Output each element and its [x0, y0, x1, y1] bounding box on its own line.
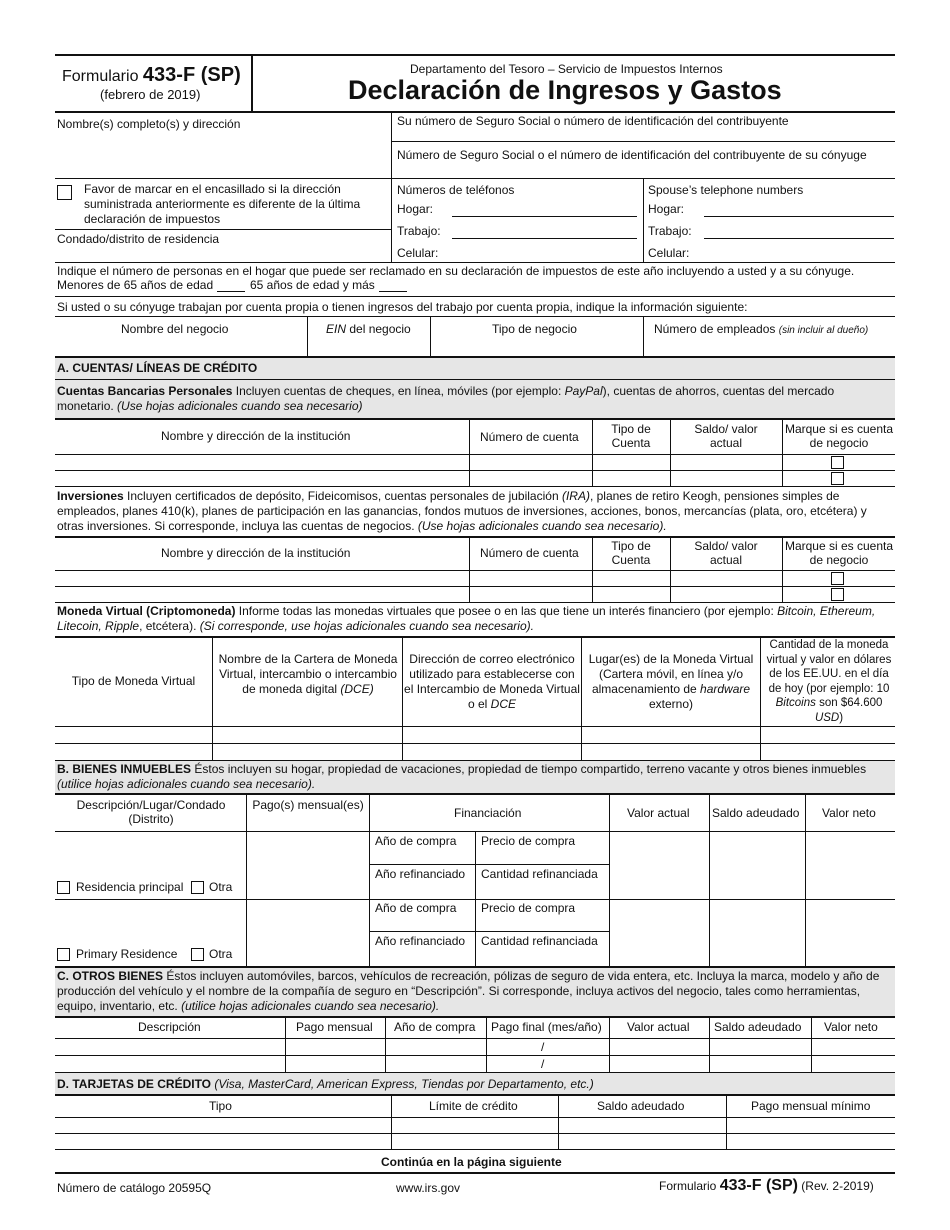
p1-other-label: Otra: [209, 880, 233, 894]
self-employed-text: Si usted o su cónyuge trabajan por cuenta propia o tienen ingresos del trabajo por cuenta propia, indique la información siguiente:: [57, 300, 748, 314]
p1-primary-checkbox[interactable]: [57, 881, 70, 894]
business-type-label: Tipo de negocio: [492, 322, 577, 336]
section-d-title: D. TARJETAS DE CRÉDITO (Visa, MasterCard, American Express, Tiendas por Departamento, etc.): [57, 1077, 594, 1091]
rule: [212, 637, 213, 760]
bank-col-type: Tipo de Cuenta: [611, 422, 651, 450]
crypto-col-email: Dirección de correo electrónico utilizado para establecerse con el Intercambio de Moneda Virtual o el DCE: [404, 652, 580, 711]
crypto-col-wallet: Nombre de la Cartera de Moneda Virtual, intercambio o intercambio de moneda digital (DCE): [218, 652, 398, 696]
c-col-net: Valor neto: [824, 1020, 878, 1034]
crypto-col-amount: Cantidad de la moneda virtual y valor en dólares de los EE.UU. en el día de hoy (por ejemplo: 10 Bitcoins son $64.600 USD): [766, 639, 892, 724]
rule: [55, 602, 895, 603]
rule: [55, 1055, 895, 1056]
c-col-description: Descripción: [138, 1020, 201, 1034]
rule: [811, 1017, 812, 1072]
c-col-payment: Pago mensual: [296, 1020, 373, 1034]
rule: [369, 794, 370, 966]
b-col-owed: Saldo adeudado: [712, 806, 800, 820]
rule: [609, 1017, 610, 1072]
rule: [55, 486, 895, 487]
p1-purchase-year: Año de compra: [375, 834, 457, 848]
rule: [55, 229, 391, 230]
ssn-label: Su número de Seguro Social o número de identificación del contribuyente: [397, 114, 789, 128]
p1-primary-label: Residencia principal: [76, 880, 184, 894]
rule: [285, 1017, 286, 1072]
d-col-limit: Límite de crédito: [429, 1099, 518, 1113]
inv-business-checkbox-2[interactable]: [831, 588, 844, 601]
c-col-owed: Saldo adeudado: [714, 1020, 802, 1034]
work-phone-field[interactable]: [452, 238, 637, 239]
footer-form-label: Formulario 433-F (SP) (Rev. 2-2019): [659, 1177, 874, 1194]
rule: [55, 536, 895, 538]
rule: [55, 793, 895, 795]
c-col-final: Pago final (mes/año): [491, 1020, 602, 1034]
rule: [55, 470, 895, 471]
p2-other-label: Otra: [209, 947, 233, 961]
bank-col-balance: Saldo/ valor actual: [694, 422, 758, 450]
business-name-label: Nombre del negocio: [121, 322, 229, 336]
name-address-label: Nombre(s) completo(s) y dirección: [57, 117, 241, 131]
employees-label: Número de empleados (sin incluir al dueño): [654, 322, 869, 336]
rule: [55, 1038, 895, 1039]
rule: [55, 356, 895, 358]
p1-other-checkbox[interactable]: [191, 881, 204, 894]
p2-refi-year: Año refinanciado: [375, 934, 466, 948]
phones-title: Números de teléfonos: [397, 183, 515, 197]
rule: [805, 794, 806, 966]
section-b-description: B. BIENES INMUEBLES Éstos incluyen su hogar, propiedad de vacaciones, propiedad de tiempo compartido, terreno vacante y otros bienes inmuebles (utilice hojas adicionales cuando sea necesario).: [57, 762, 867, 791]
d-col-owed: Saldo adeudado: [597, 1099, 685, 1113]
ein-label: EIN del negocio: [326, 322, 411, 336]
form-date: (febrero de 2019): [100, 87, 201, 102]
p2-primary-label: Primary Residence: [76, 947, 178, 961]
rule: [430, 316, 431, 356]
rule: [391, 1095, 392, 1149]
p2-purchase-price: Precio de compra: [481, 901, 576, 915]
rule: [709, 794, 710, 966]
rule: [391, 141, 895, 142]
work-phone-label: Trabajo:: [397, 224, 441, 238]
over65-field[interactable]: [379, 291, 407, 292]
c-col-value: Valor actual: [627, 1020, 690, 1034]
home-phone-field[interactable]: [452, 216, 637, 217]
header-divider: [251, 56, 253, 111]
p1-refi-amount: Cantidad refinanciada: [481, 867, 598, 881]
bank-accounts-description: Cuentas Bancarias Personales Incluyen cuentas de cheques, en línea, móviles (por ejemplo: PayPal), cuentas de ahorros, cuentas del mercado monetario. (Use hojas adicionales cuando sea necesario): [57, 384, 835, 413]
irs-website: www.irs.gov: [396, 1181, 461, 1195]
rule: [55, 586, 895, 587]
rule: [581, 637, 582, 760]
c-row1-slash: /: [541, 1040, 545, 1054]
rule: [55, 262, 895, 263]
spouse-phones-title: Spouse’s telephone numbers: [648, 183, 804, 197]
home-phone-label: Hogar:: [397, 202, 434, 216]
rule: [643, 316, 644, 356]
header-bottom-rule: [55, 111, 895, 113]
form-label: Formulario 433-F (SP): [62, 64, 241, 86]
inv-col-type: Tipo de Cuenta: [611, 539, 651, 567]
spouse-home-label: Hogar:: [648, 202, 685, 216]
page-title: Declaración de Ingresos y Gastos: [348, 75, 782, 105]
p2-purchase-year: Año de compra: [375, 901, 457, 915]
rule: [55, 899, 895, 900]
rule: [670, 419, 671, 486]
county-label: Condado/distrito de residencia: [57, 232, 220, 246]
d-col-min: Pago mensual mínimo: [751, 1099, 871, 1113]
inv-col-institution: Nombre y dirección de la institución: [161, 546, 351, 560]
rule: [55, 454, 895, 455]
catalog-number: Número de catálogo 20595Q: [57, 1181, 212, 1195]
p1-refi-year: Año refinanciado: [375, 867, 466, 881]
b-col-value: Valor actual: [627, 806, 690, 820]
b-col-description: Descripción/Lugar/Condado (Distrito): [76, 798, 226, 826]
rule: [246, 794, 247, 966]
rule: [486, 1017, 487, 1072]
department: Departamento del Tesoro – Servicio de Impuestos Internos: [410, 62, 723, 76]
bank-col-business: Marque si es cuenta de negocio: [784, 422, 894, 450]
continue-note: Continúa en la página siguiente: [381, 1155, 562, 1169]
p1-purchase-price: Precio de compra: [481, 834, 576, 848]
rule: [55, 1172, 895, 1174]
rule: [55, 1016, 895, 1018]
rule: [55, 726, 895, 727]
bank-col-account: Número de cuenta: [480, 430, 579, 444]
rule: [369, 931, 609, 932]
cell-phone-label: Celular:: [397, 246, 439, 260]
rule: [55, 178, 895, 179]
bank-business-checkbox-1[interactable]: [831, 456, 844, 469]
section-a-title: A. CUENTAS/ LÍNEAS DE CRÉDITO: [57, 361, 258, 375]
inv-col-business: Marque si es cuenta de negocio: [784, 539, 894, 567]
rule: [558, 1095, 559, 1149]
rule: [385, 1017, 386, 1072]
crypto-col-type: Tipo de Moneda Virtual: [71, 674, 196, 688]
phone-divider: [643, 179, 644, 262]
inv-col-account: Número de cuenta: [480, 546, 579, 560]
rule: [369, 864, 609, 865]
c-col-year: Año de compra: [394, 1020, 476, 1034]
crypto-col-location: Lugar(es) de la Moneda Virtual (Cartera móvil, en línea y/o almacenamiento de hardware externo): [588, 652, 754, 711]
bank-business-checkbox-2[interactable]: [831, 472, 844, 485]
investments-description: Inversiones Incluyen certificados de depósito, Fideicomisos, cuentas personales de jubilación (IRA), planes de retiro Keogh, pensiones simples de empleados, planes 410(k), planes de participación en las ganancias, fondos mutuos de inversiones, acciones, bonos, mercancías (plata, oro, etcétera) y otras inversiones. Si corresponde, incluya las cuentas de negocios. (Use hojas adicionales cuando sea necesario).: [57, 489, 867, 533]
rule: [55, 418, 895, 420]
inv-business-checkbox-1[interactable]: [831, 572, 844, 585]
household-text: Indique el número de personas en el hogar que puede ser reclamado en su declaración de impuestos de este año incluyendo a usted y a su cónyuge.: [57, 264, 855, 278]
d-col-type: Tipo: [209, 1099, 232, 1113]
rule: [609, 794, 610, 966]
rule: [469, 419, 470, 486]
rule: [55, 316, 895, 317]
section-c-description: C. OTROS BIENES Éstos incluyen automóviles, barcos, vehículos de recreación, pólizas de seguro de vida entera, etc. Incluya la marca, modelo y año de producción del vehículo y el nombre de la compañía de seguro en “Descripción”. Si corresponde, incluya activos del negocio, tales como herramientas, equipo, inventario, etc. (utilice hojas adicionales cuando sea necesario).: [57, 969, 880, 1013]
rule: [55, 1117, 895, 1118]
address-change-label: Favor de marcar en el encasillado si la dirección suministrada anteriormente es diferente de la última declaración de impuestos: [84, 182, 361, 226]
rule: [726, 1095, 727, 1149]
b-col-net: Valor neto: [822, 806, 876, 820]
p2-primary-checkbox[interactable]: [57, 948, 70, 961]
rule: [55, 1133, 895, 1134]
rule: [55, 570, 895, 571]
id-divider: [391, 112, 392, 262]
b-col-payment: Pago(s) mensual(es): [252, 798, 364, 812]
rule: [402, 637, 403, 760]
rule: [709, 1017, 710, 1072]
spouse-ssn-label: Número de Seguro Social o el número de identificación del contribuyente de su cónyuge: [397, 148, 867, 162]
b-col-financing: Financiación: [454, 806, 522, 820]
spouse-home-field[interactable]: [704, 216, 894, 217]
rule: [55, 1094, 895, 1096]
spouse-work-label: Trabajo:: [648, 224, 692, 238]
rule: [760, 637, 761, 760]
rule: [307, 316, 308, 356]
p2-other-checkbox[interactable]: [191, 948, 204, 961]
spouse-cell-label: Celular:: [648, 246, 690, 260]
rule: [782, 419, 783, 486]
top-rule: [55, 54, 895, 56]
rule: [55, 743, 895, 744]
p2-refi-amount: Cantidad refinanciada: [481, 934, 598, 948]
crypto-description: Moneda Virtual (Criptomoneda) Informe todas las monedas virtuales que posee o en las que tiene un interés financiero (por ejemplo: Bitcoin, Ethereum, Litecoin, Ripple, etcétera). (Si corresponde, use hojas adicionales cuando sea necesario).: [57, 604, 876, 633]
rule: [592, 419, 593, 486]
inv-col-balance: Saldo/ valor actual: [694, 539, 758, 567]
rule: [55, 296, 895, 297]
under65-field[interactable]: [217, 291, 245, 292]
bank-col-institution: Nombre y dirección de la institución: [161, 429, 351, 443]
rule: [55, 1149, 895, 1150]
over65-label: 65 años de edad y más: [250, 278, 375, 292]
spouse-work-field[interactable]: [704, 238, 894, 239]
c-row2-slash: /: [541, 1057, 545, 1071]
under65-label: Menores de 65 años de edad: [57, 278, 214, 292]
address-change-checkbox[interactable]: [57, 185, 72, 200]
